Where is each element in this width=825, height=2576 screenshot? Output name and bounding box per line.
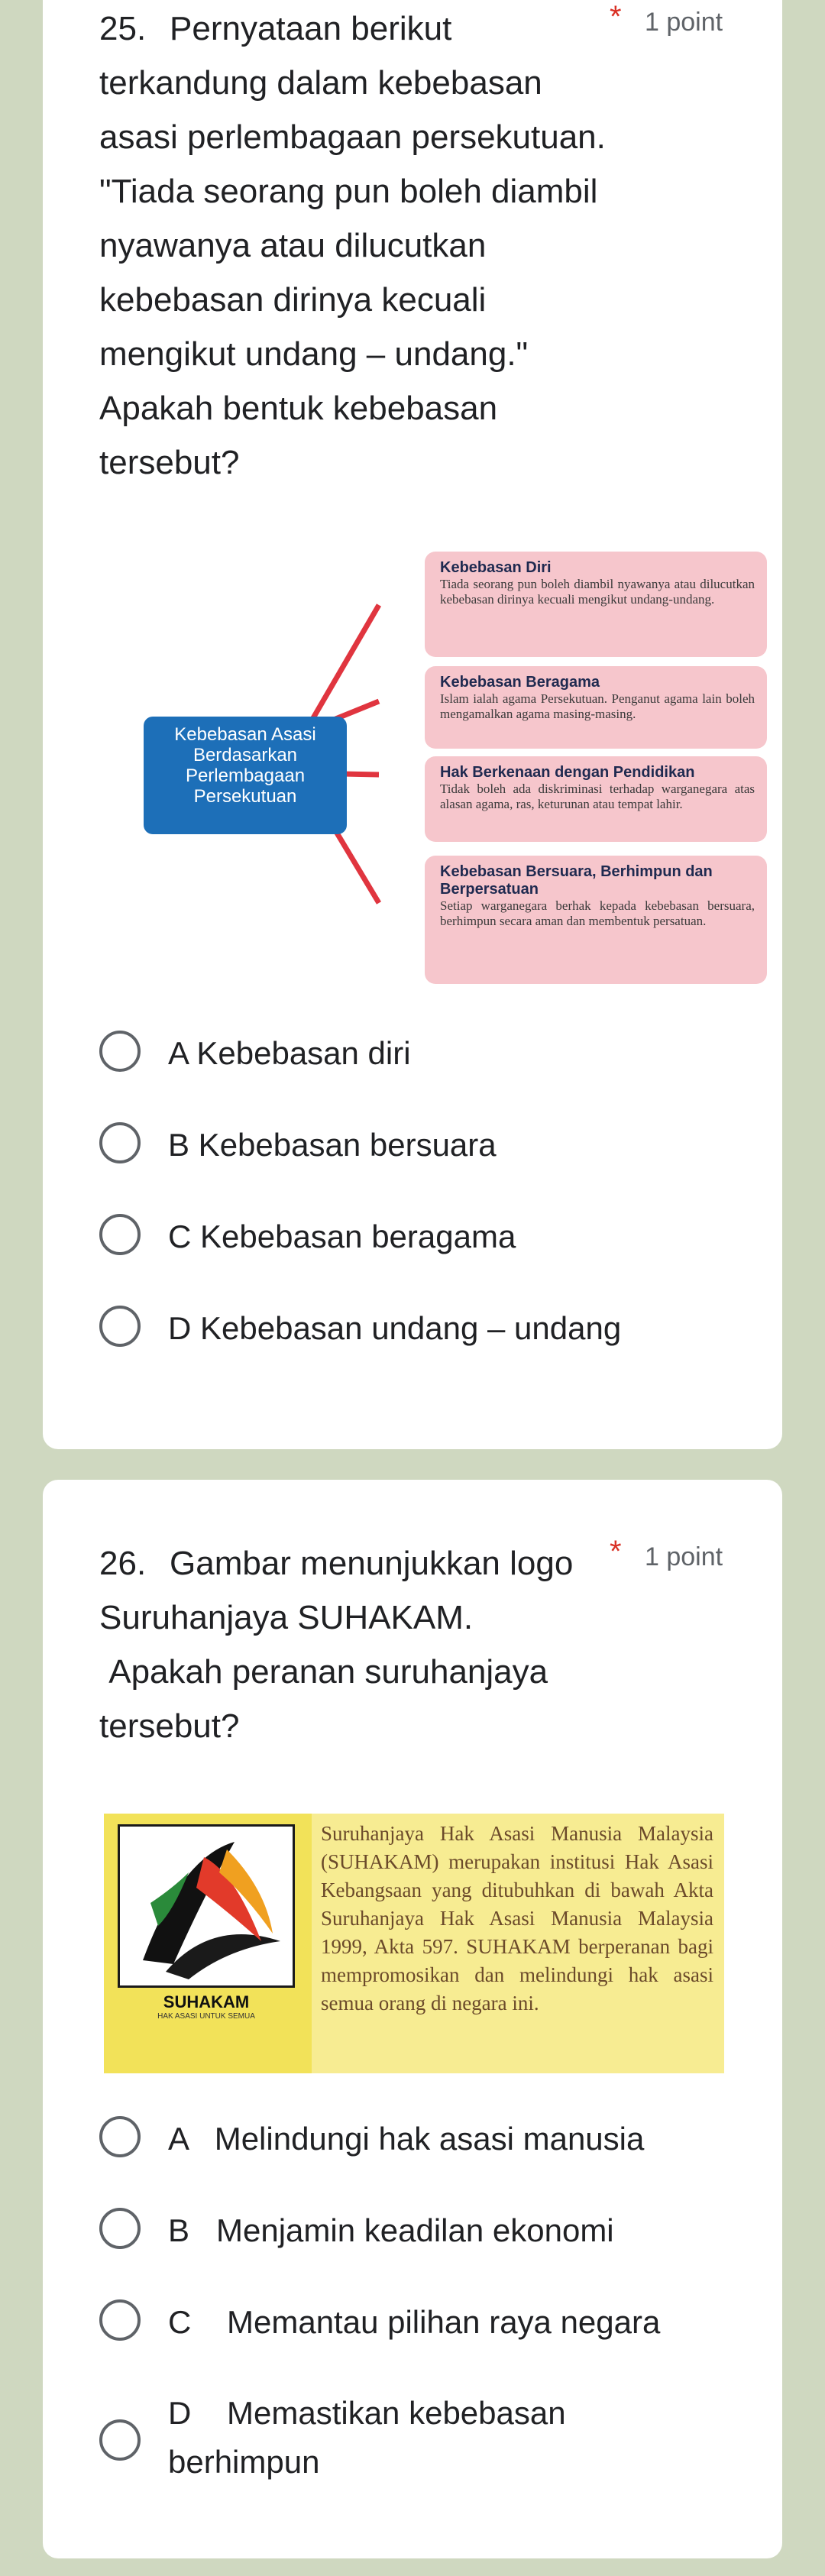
- points-label: 1 point: [645, 1542, 723, 1571]
- suhakam-logo: [104, 1814, 312, 2073]
- question-title: Pernyataan berikut terkandung dalam kebebasan asasi perlembagaan persekutuan. "Tiada seorang pun boleh diambil nyawanya atau dilucutkan kebebasan dirinya kecuali mengikut undang – undang." Apakah bentuk kebebasan tersebut?: [99, 10, 616, 481]
- option-d[interactable]: [99, 1304, 756, 1353]
- option-b[interactable]: [99, 2206, 756, 2255]
- radio-button[interactable]: [99, 1306, 141, 1347]
- question-number: 25.: [99, 10, 147, 47]
- box-heading: Hak Berkenaan dengan Pendidikan: [440, 764, 695, 781]
- option-label: C Memantau pilihan raya negara: [168, 2304, 661, 2340]
- option-a[interactable]: [99, 2115, 756, 2163]
- points-label: 1 point: [645, 8, 723, 37]
- box-heading: Kebebasan Diri: [440, 559, 552, 576]
- required-asterisk: *: [610, 1535, 622, 1568]
- suhakam-description: Suruhanjaya Hak Asasi Manusia Malaysia (SUHAKAM) merupakan institusi Hak Asasi Kebangsaan yang ditubuhkan di bawah Akta Suruhanjaya Hak Asasi Manusia Malaysia 1999, Akta 597. SUHAKAM berperanan bagi mempromosikan dan melindungi hak asasi semua orang di negara ini.: [321, 1822, 713, 2015]
- option-label: D Memastikan kebebasan berhimpun: [168, 2395, 566, 2480]
- diagram-center-node: Kebebasan Asasi Berdasarkan Perlembagaan Persekutuan: [144, 717, 347, 834]
- radio-button[interactable]: [99, 1031, 141, 1072]
- option-label: B Menjamin keadilan ekonomi: [168, 2212, 614, 2248]
- radio-button[interactable]: [99, 2116, 141, 2157]
- logo-tagline: HAK ASASI UNTUK SEMUA: [157, 2012, 255, 2021]
- option-b[interactable]: [99, 1121, 756, 1170]
- option-label: B Kebebasan bersuara: [168, 1127, 497, 1163]
- option-label: A Kebebasan diri: [168, 1035, 411, 1071]
- box-heading: Kebebasan Bersuara, Berhimpun dan Berpersatuan: [440, 863, 713, 898]
- option-c[interactable]: [99, 1212, 756, 1261]
- radio-button[interactable]: [99, 2299, 141, 2341]
- question-number: 26.: [99, 1545, 147, 1582]
- box-text: Setiap warganegara berhak kepada kebebasan bersuara, berhimpun secara aman dan membentuk persatuan.: [440, 898, 755, 928]
- option-label: C Kebebasan beragama: [168, 1218, 516, 1254]
- question-title: Gambar menunjukkan logo Suruhanjaya SUHAKAM. Apakah peranan suruhanjaya tersebut?: [99, 1545, 574, 1745]
- box-text: Islam ialah agama Persekutuan. Penganut agama lain boleh mengamalkan agama masing-masing.: [440, 691, 755, 721]
- box-text: Tiada seorang pun boleh diambil nyawanya atau dilucutkan kebebasan dirinya kecuali mengikut undang-undang.: [440, 577, 755, 607]
- question-card-25: [43, 0, 782, 1449]
- box-heading: Kebebasan Beragama: [440, 674, 600, 691]
- box-text: Tidak boleh ada diskriminasi terhadap warganegara atas alasan agama, ras, keturunan atau tempat lahir.: [440, 782, 755, 811]
- radio-button[interactable]: [99, 2208, 141, 2249]
- option-a[interactable]: [99, 1029, 756, 1078]
- suhakam-figure: [104, 1814, 724, 2073]
- radio-button[interactable]: [99, 1214, 141, 1255]
- option-c[interactable]: [99, 2298, 756, 2347]
- radio-button[interactable]: [99, 2419, 141, 2461]
- diagram-box-kebebasan-diri: [425, 552, 767, 657]
- freedom-diagram: [101, 552, 768, 1016]
- diagram-box-kebebasan-beragama: [425, 666, 767, 749]
- diagram-box-pendidikan: [425, 756, 767, 842]
- logo-wordmark: SUHAKAM: [163, 1992, 250, 2011]
- diagram-box-bersuara: [425, 856, 767, 984]
- question-card-26: [43, 1480, 782, 2558]
- option-d[interactable]: [99, 2389, 756, 2487]
- option-label: A Melindungi hak asasi manusia: [168, 2121, 645, 2157]
- required-asterisk: *: [610, 0, 622, 34]
- option-label: D Kebebasan undang – undang: [168, 1310, 622, 1346]
- radio-button[interactable]: [99, 1122, 141, 1163]
- logo-emblem-icon: [120, 1827, 293, 1985]
